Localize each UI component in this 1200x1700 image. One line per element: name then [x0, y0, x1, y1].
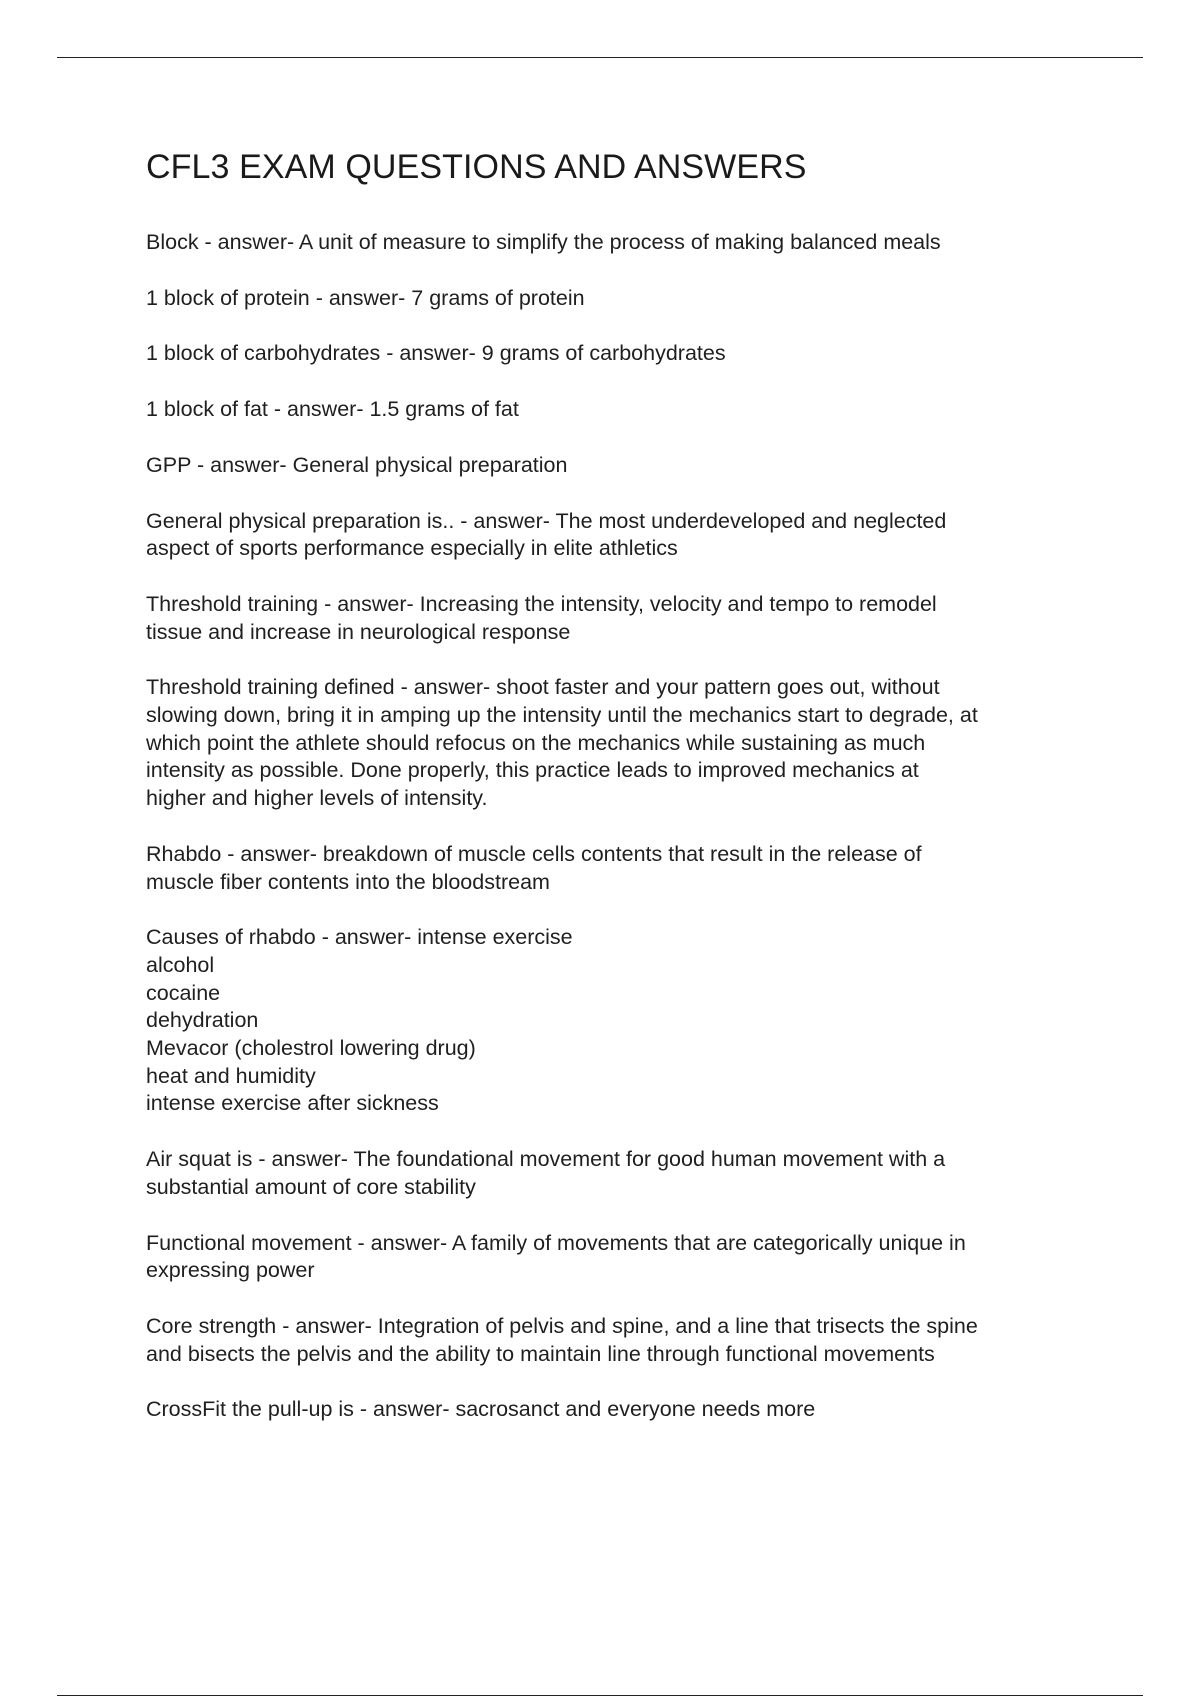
qa-item-core-strength: Core strength - answer- Integration of pelvis and spine, and a line that trisects the spine and bisects the pelvis and the ability to maintain line through functional movements: [146, 1313, 978, 1366]
qa-list: [146, 229, 1096, 1424]
qa-item-threshold-training: Threshold training - answer- Increasing the intensity, velocity and tempo to remodel tissue and increase in neurological response: [146, 591, 937, 644]
qa-item-rhabdo-causes: Causes of rhabdo - answer- intense exercise alcohol cocaine dehydration Mevacor (cholestrol lowering drug) heat and humidity intense exercise after sickness: [146, 925, 573, 1116]
qa-item-gpp: GPP - answer- General physical preparation: [146, 452, 568, 477]
qa-item-functional-movement: Functional movement - answer- A family of movements that are categorically unique in expressing power: [146, 1230, 966, 1283]
qa-item-protein-block: 1 block of protein - answer- 7 grams of protein: [146, 285, 585, 310]
qa-item-pull-up: CrossFit the pull-up is - answer- sacrosanct and everyone needs more: [146, 1397, 816, 1422]
qa-item-threshold-training-defined: Threshold training defined - answer- shoot faster and your pattern goes out, without slowing down, bring it in amping up the intensity until the mechanics start to degrade, at which point the athlete should refocus on the mechanics while sustaining as much intensity as possible. Done properly, this practice leads to improved mechanics at higher and higher levels of intensity.: [146, 675, 978, 811]
footer-rule: [57, 1695, 1143, 1696]
header-rule: [57, 57, 1143, 58]
qa-item-block: Block - answer- A unit of measure to simplify the process of making balanced meals: [146, 230, 941, 254]
document-title: CFL3 EXAM QUESTIONS AND ANSWERS: [146, 148, 807, 186]
qa-item-fat-block: 1 block of fat - answer- 1.5 grams of fat: [146, 397, 519, 422]
qa-item-air-squat: Air squat is - answer- The foundational movement for good human movement with a substantial amount of core stability: [146, 1147, 946, 1199]
qa-item-rhabdo: Rhabdo - answer- breakdown of muscle cells contents that result in the release of muscle fiber contents into the bloodstream: [146, 841, 922, 894]
qa-item-gpp-definition: General physical preparation is.. - answer- The most underdeveloped and neglected aspect of sports performance especially in elite athletics: [146, 508, 947, 561]
qa-item-carbohydrate-block: 1 block of carbohydrates - answer- 9 grams of carbohydrates: [146, 341, 726, 366]
document-body: [146, 142, 1096, 1452]
